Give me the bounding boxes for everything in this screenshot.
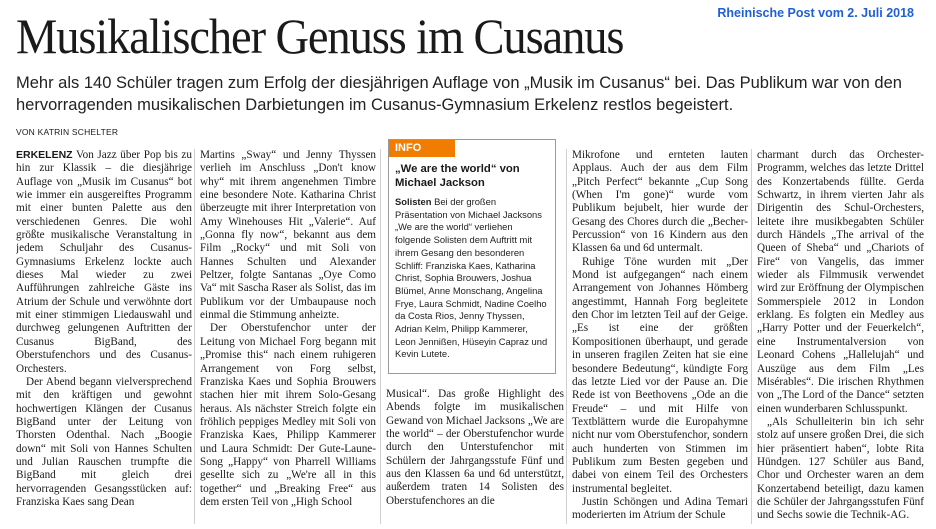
info-body: Bei der großen Präsentation von Michael Jacksons „We are the world“ verliehen folgende Solisten dem Auftritt mit ihrem Gesang den besonderen Schliff: Franziska Kaes, Katharina Christ, Sophia Brouwers, Joshua Blümel, Anne Monschang, Angelina Frye, Laura Schmidt, Nadine Coelho da Costa Rios, Jenny Thyssen, Adrian Kelm, Philipp Kammerer, Leon Jennißen, Hüseyin Capraz und Kevin Lutete.	[395, 196, 548, 360]
info-label: Solisten	[395, 196, 432, 207]
paragraph: „Als Schulleiterin bin ich sehr stolz auf unsere großen Drei, die sich hier präsentiert haben“, lobte Rita Hündgen. 127 Schüler aus Band, Chor und Orchester waren an dem Konzertabend beteiligt, dazu kamen die Schüler der Jahrgangsstufen Fünf und Sechs sowie die Technik-AG.	[757, 415, 924, 522]
info-tag: INFO	[389, 140, 455, 157]
paragraph: Justin Schöngen und Adina Temari moderierten im Atrium der Schule	[572, 495, 748, 522]
article-column-4	[572, 149, 748, 529]
info-title: „We are the world“ von Michael Jackson	[395, 163, 520, 189]
paragraph: Der Oberstufenchor unter der Leitung von Michael Forg begann mit „Promise this“ nach einem ruhigeren Arrangement von Forg selbst, Franziska Kaes und Sophia Brouwers stachen hier mit ihrem Solo-Gesang heraus. Als nächster Streich folgte ein fröhlich peppiges Medley mit Soli von Franziska Kaes, Philipp Kammerer und Laura Schmidt: Der Gute-Laune-Song „Happy“ von Pharrell Williams gesellte sich zu „We're all in this together“ und „Breaking Free“ aus dem ersten Teil von „High School	[200, 322, 376, 508]
column-divider	[566, 149, 567, 524]
article-column-3	[386, 388, 564, 529]
article-column-5	[757, 149, 924, 529]
article-column-2	[200, 149, 376, 529]
column-divider	[380, 149, 381, 524]
paragraph: charmant durch das Orchester-Programm, welches das letzte Drittel des Konzertabends füllte. Gerda Schwartz, in ihrem vierten Jahr als Dirigentin des Schul-Orchesters, leitete ihre musikbegabten Schüler durch Händels „The arrival of the Queen of Sheba“ und „Chariots of Fire“ von Vangelis, das immer wieder als Filmmusik verwendet wird zur Eröffnung der Olympischen Sommerspiele 2012 in London erklang. Es folgten ein Medley aus „Harry Potter und der Feuerkelch“, eine Instrumentalversion von Leonard Cohens „Hallelujah“ und Auszüge aus dem Film „Les Misérables“. Die irischen Rhythmen von „The Lord of the Dance“ setzten einen wunderbaren Schlusspunkt.	[757, 149, 924, 415]
paragraph	[16, 149, 192, 376]
article-column-1	[16, 149, 192, 529]
column-divider	[751, 149, 752, 524]
headline: Musikalischer Genuss im Cusanus	[16, 8, 624, 64]
paragraph-text: Von Jazz über Pop bis zu hin zur Klassik – die diesjährige Auflage von „Musik im Cusanus“ bot wie immer ein ausgereiftes Programm mit einer bunten Palette aus den verschiedenen Genres. Die wohl größte musikalische Veranstaltung in jedem Schuljahr des Cusanus-Gymnasiums Erkelenz lockte auch dieses Mal wieder zu zwei Aufführungen zahlreiche Gäste ins Atrium der Schule und verwöhnte dort mit einer stimmigen Liedauswahl und durchweg gelungenen Auftritten der Cusanus BigBand, des Oberstufenchors und des Cusanus-Orchesters.	[16, 149, 192, 375]
paragraph: Mikrofone und ernteten lauten Applaus. Auch der aus dem Film „Pitch Perfect“ bekannte „Cup Song (When I'm gone)“ wurde vom Publikum bejubelt, hier wurde der Gesang des Chores durch die „Becher-Percussion“ von 16 Kindern aus den Klassen 6a und 6d untermalt.	[572, 149, 748, 255]
dateline: ERKELENZ	[16, 149, 73, 161]
paragraph: Martins „Sway“ und Jenny Thyssen verlieh im Anschluss „Don't know why“ mit ihrem angenehmen Timbre eine besondere Note. Katharina Christ überzeugte mit ihrer Interpretation von Amy Winehouses Hit „Valerie“. Auf „Gonna fly now“, bekannt aus dem Film „Rocky“ und mit Soli von Hannes Schulten und Alexander Peltzer, folgte Santanas „Oye Como Va“ mit Sascha Raser als Solist, das im Publikum vor der Umbaupause noch einmal die Stimmung anheizte.	[200, 149, 376, 322]
info-box	[388, 139, 556, 374]
byline: VON KATRIN SCHELTER	[16, 127, 119, 137]
info-text	[395, 196, 551, 361]
paragraph: Ruhige Töne wurden mit „Der Mond ist aufgegangen“ nach einem Arrangement von Johannes Hömberg angestimmt, Hannah Forg begleitete den Chor im letzten Teil auf der Geige. „Es ist eine der größten Kompositionen überhaupt, und gerade in unseren fragilen Zeiten hat sie eine besondere Bedeutung“, kündigte Forg das letzte Lied vor der Pause an. Die Rede ist von Beethovens „Ode an die Freude“ – und mit Hilfe von Textblättern wurde die Europahymne nicht nur vom Oberstufenchor, sondern auch hunderten von Stimmen im Publikum zum Besten gegeben und dabei von einem Teil des Orchesters instrumental begleitet.	[572, 255, 748, 495]
paragraph: Musical“. Das große Highlight des Abends folgte im musikalischen Gewand von Michael Jacksons „We are the world“ – der Oberstufenchor wurde durch den Unterstufenchor mit Schülern der Jahrgangsstufe Fünf und aus den Klassen 6a und 6d unterstützt, außerdem traten 14 Solisten des Oberstufenchores an die	[386, 388, 564, 507]
source-note: Rheinische Post vom 2. Juli 2018	[717, 6, 914, 20]
column-divider	[194, 149, 195, 524]
lead-paragraph: Mehr als 140 Schüler tragen zum Erfolg der diesjährigen Auflage von „Musik im Cusanus“ bei. Das Publikum war von den hervorragenden musikalischen Darbietungen im Cusanus-Gymnasium Erkelenz restlos begeistert.	[16, 74, 902, 114]
paragraph: Der Abend begann vielversprechend mit den kräftigen und gewohnt hochwertigen Klängen der Cusanus BigBand unter der Leitung von Thorsten Odenthal. Nach „Boogie down“ mit Soli von Hannes Schulten und Julian Rauschen trumpfte die BigBand mit gleich drei hervorragenden Gesangsstücken auf: Franziska Kaes sang Dean	[16, 375, 192, 508]
